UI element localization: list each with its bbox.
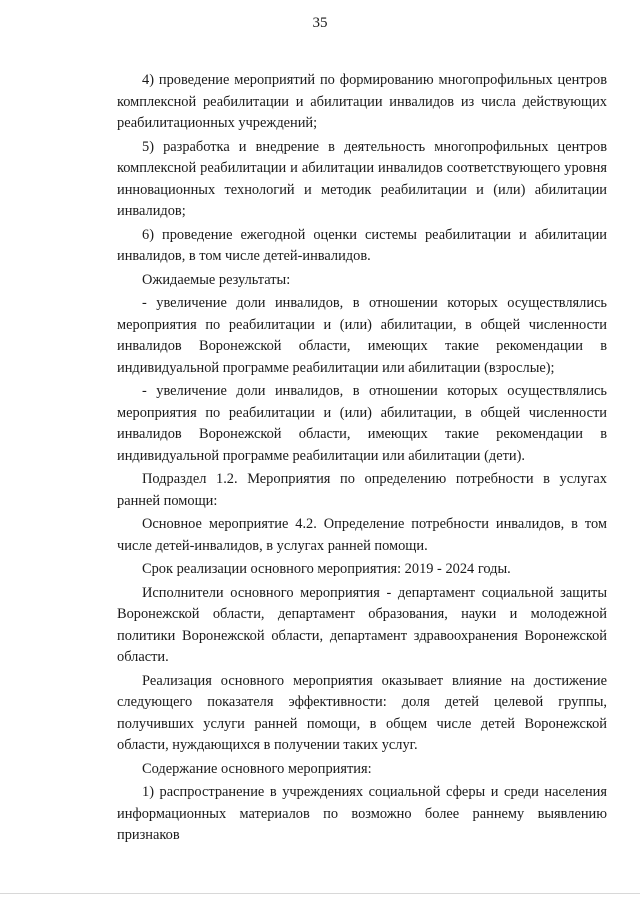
content-item-1: 1) распространение в учреждениях социальной сферы и среди населения информационных материалов по возможно более раннему выявлению признаков	[117, 784, 607, 843]
body-text	[117, 70, 607, 847]
indicator-paragraph: Реализация основного мероприятия оказывает влияние на достижение следующего показателя эффективности: доля детей целевой группы, получивших услуги ранней помощи, в общем числе детей Воронежской области, нуждающихся в получении таких услуг.	[117, 672, 607, 753]
content-heading: Содержание основного мероприятия:	[142, 760, 372, 777]
page-number: 35	[312, 15, 328, 31]
paragraph-item-5: 5) разработка и внедрение в деятельность многопрофильных центров комплексной реабилитации и абилитации инвалидов соответствующего уровня инновационных технологий и методик реабилитации и (или) абилитации инвалидов;	[117, 138, 607, 219]
paragraph-item-6: 6) проведение ежегодной оценки системы реабилитации и абилитации инвалидов, в том числе детей-инвалидов.	[117, 226, 607, 264]
subsection-heading: Подраздел 1.2. Мероприятия по определению потребности в услугах ранней помощи:	[117, 471, 607, 509]
expected-results-heading: Ожидаемые результаты:	[142, 271, 291, 288]
implementation-period: Срок реализации основного мероприятия: 2019 - 2024 годы.	[142, 561, 511, 577]
result-children: - увеличение доли инвалидов, в отношении которых осуществлялись мероприятия по реабилитации и (или) абилитации, в общей численности инвалидов Воронежской области, имеющих такие рекомендации в индивидуальной программе реабилитации или абилитации (дети).	[117, 383, 607, 464]
main-activity-title: Основное мероприятие 4.2. Определение потребности инвалидов, в том числе детей-инвалидов, в услугах ранней помощи.	[117, 516, 607, 554]
paragraph-item-4: 4) проведение мероприятий по формированию многопрофильных центров комплексной реабилитации и абилитации инвалидов из числа действующих реабилитационных учреждений;	[117, 72, 607, 131]
result-adults: - увеличение доли инвалидов, в отношении которых осуществлялись мероприятия по реабилитации и (или) абилитации, в общей численности инвалидов Воронежской области, имеющих такие рекомендации в индивидуальной программе реабилитации или абилитации (взрослые);	[117, 295, 607, 376]
executors-paragraph: Исполнители основного мероприятия - департамент социальной защиты Воронежской области, департамент образования, науки и молодежной политики Воронежской области, департамент здравоохранения Воронежской области.	[117, 584, 607, 665]
page-bottom-edge	[0, 893, 640, 894]
